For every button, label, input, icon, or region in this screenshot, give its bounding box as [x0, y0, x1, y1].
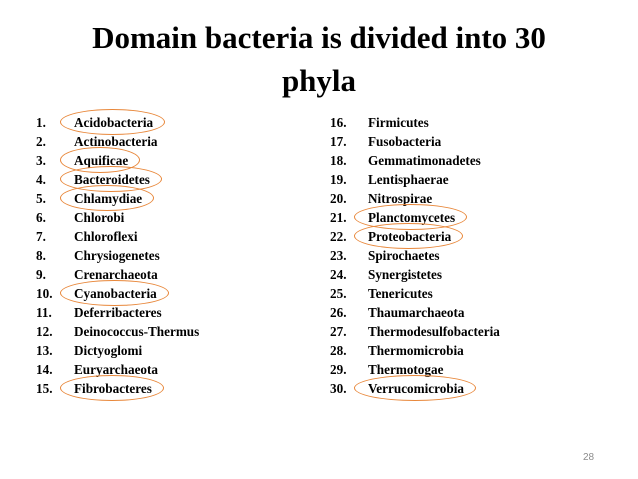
- phylum-item: [330, 132, 500, 151]
- phylum-name: Nitrospirae: [368, 191, 433, 206]
- phylum-name: Fusobacteria: [368, 134, 442, 149]
- phylum-number: 29.: [330, 362, 347, 377]
- phylum-number: 7.: [36, 229, 46, 244]
- phylum-item: [330, 246, 500, 265]
- phylum-number: 4.: [36, 172, 46, 187]
- phylum-number: 21.: [330, 210, 347, 225]
- phylum-item: [330, 360, 500, 379]
- phylum-item: [330, 379, 500, 398]
- phylum-name: Planctomycetes: [368, 210, 456, 225]
- phylum-name: Thermomicrobia: [368, 343, 464, 358]
- phylum-number: 25.: [330, 286, 347, 301]
- phylum-number: 5.: [36, 191, 46, 206]
- phylum-item: [36, 246, 199, 265]
- phylum-item: [330, 113, 500, 132]
- phylum-number: 3.: [36, 153, 46, 168]
- phyla-list-right: [330, 113, 500, 398]
- phylum-number: 9.: [36, 267, 46, 282]
- phylum-number: 23.: [330, 248, 347, 263]
- phylum-number: 8.: [36, 248, 46, 263]
- phylum-name: Gemmatimonadetes: [368, 153, 481, 168]
- phylum-number: 1.: [36, 115, 46, 130]
- phylum-name: Thermotogae: [368, 362, 444, 377]
- phylum-item: [330, 322, 500, 341]
- phylum-number: 16.: [330, 115, 347, 130]
- phyla-list-left: [36, 113, 199, 398]
- phylum-number: 19.: [330, 172, 347, 187]
- phylum-number: 27.: [330, 324, 347, 339]
- phylum-number: 14.: [36, 362, 53, 377]
- phylum-item: [36, 170, 199, 189]
- phylum-number: 12.: [36, 324, 53, 339]
- phylum-item: [36, 360, 199, 379]
- phylum-name: Tenericutes: [368, 286, 433, 301]
- phylum-item: [36, 379, 199, 398]
- slide-title: [30, 16, 608, 102]
- phylum-name: Actinobacteria: [74, 134, 158, 149]
- phylum-name: Thaumarchaeota: [368, 305, 465, 320]
- phylum-item: [330, 227, 500, 246]
- phylum-number: 15.: [36, 381, 53, 396]
- phylum-name: Chlamydiae: [74, 191, 143, 206]
- phylum-item: [36, 322, 199, 341]
- phylum-name: Chrysiogenetes: [74, 248, 160, 263]
- title-line-2: phyla: [281, 63, 357, 98]
- phylum-item: [330, 265, 500, 284]
- phylum-item: [330, 303, 500, 322]
- phylum-name: Acidobacteria: [74, 115, 154, 130]
- phylum-name: Thermodesulfobacteria: [368, 324, 500, 339]
- phylum-item: [330, 189, 500, 208]
- phylum-item: [36, 189, 199, 208]
- phylum-name: Lentisphaerae: [368, 172, 449, 187]
- phylum-name: Proteobacteria: [368, 229, 452, 244]
- title-line-1: Domain bacteria is divided into 30: [92, 20, 546, 55]
- phylum-name: Chloroflexi: [74, 229, 138, 244]
- phylum-number: 11.: [36, 305, 52, 320]
- phylum-name: Deferribacteres: [74, 305, 162, 320]
- phylum-name: Crenarchaeota: [74, 267, 158, 282]
- phylum-number: 20.: [330, 191, 347, 206]
- phylum-item: [330, 284, 500, 303]
- phylum-number: 22.: [330, 229, 347, 244]
- phylum-number: 24.: [330, 267, 347, 282]
- phylum-item: [330, 170, 500, 189]
- phylum-number: 30.: [330, 381, 347, 396]
- phylum-item: [36, 208, 199, 227]
- phylum-name: Euryarchaeota: [74, 362, 158, 377]
- phylum-name: Dictyoglomi: [74, 343, 143, 358]
- phylum-number: 28.: [330, 343, 347, 358]
- phylum-item: [330, 341, 500, 360]
- phylum-name: Synergistetes: [368, 267, 442, 282]
- phylum-item: [330, 208, 500, 227]
- phylum-number: 13.: [36, 343, 53, 358]
- phylum-name: Cyanobacteria: [74, 286, 157, 301]
- phylum-number: 18.: [330, 153, 347, 168]
- page-number: 28: [583, 452, 595, 463]
- phylum-item: [36, 303, 199, 322]
- phylum-item: [36, 284, 199, 303]
- phylum-item: [36, 113, 199, 132]
- phylum-number: 6.: [36, 210, 46, 225]
- phylum-name: Firmicutes: [368, 115, 429, 130]
- phylum-name: Verrucomicrobia: [368, 381, 464, 396]
- phylum-item: [36, 151, 199, 170]
- phylum-number: 26.: [330, 305, 347, 320]
- phylum-name: Bacteroidetes: [74, 172, 150, 187]
- phylum-name: Chlorobi: [74, 210, 125, 225]
- phylum-name: Fibrobacteres: [74, 381, 152, 396]
- phylum-item: [36, 132, 199, 151]
- phylum-number: 17.: [330, 134, 347, 149]
- phylum-name: Spirochaetes: [368, 248, 440, 263]
- phylum-name: Deinococcus-Thermus: [74, 324, 200, 339]
- phylum-number: 10.: [36, 286, 53, 301]
- phylum-item: [330, 151, 500, 170]
- phylum-item: [36, 227, 199, 246]
- phylum-number: 2.: [36, 134, 46, 149]
- phylum-item: [36, 341, 199, 360]
- phylum-name: Aquificae: [74, 153, 129, 168]
- phylum-item: [36, 265, 199, 284]
